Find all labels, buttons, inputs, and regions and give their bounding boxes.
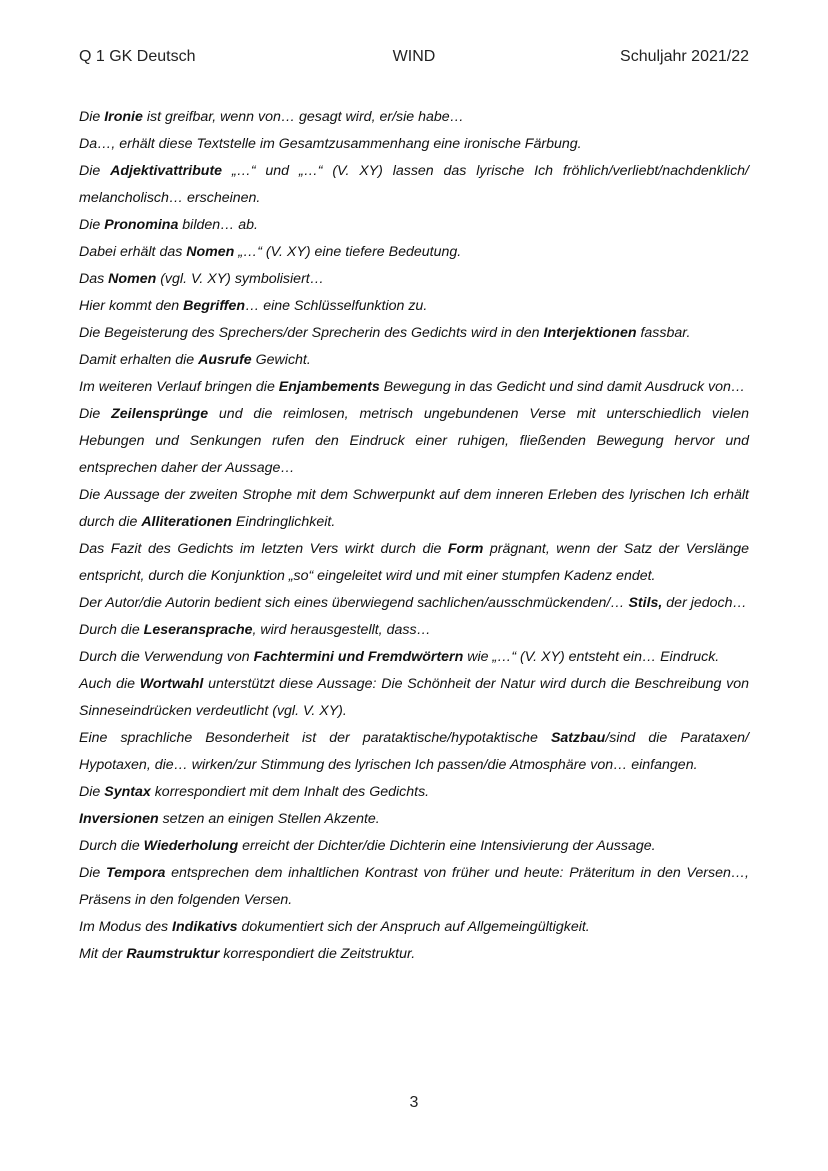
text-run: Eine sprachliche Besonderheit ist der parataktische/hypotaktische <box>79 730 551 746</box>
key-term: Stils, <box>628 595 663 611</box>
key-term: Enjambements <box>278 379 380 395</box>
text-run: Bewegung in das Gedicht und sind damit Ausdruck von… <box>379 379 746 395</box>
text-paragraph <box>79 293 749 320</box>
text-paragraph <box>79 617 749 644</box>
key-term: Fachtermini und Fremdwörtern <box>253 649 464 665</box>
key-term: Adjektivattribute <box>110 163 223 179</box>
text-paragraph <box>79 941 749 968</box>
text-paragraph <box>79 914 749 941</box>
text-run: fassbar. <box>636 325 691 341</box>
key-term: Alliterationen <box>141 514 232 530</box>
text-run: setzen an einigen Stellen Akzente. <box>158 811 380 827</box>
text-paragraph <box>79 131 749 158</box>
key-term: Interjektionen <box>543 325 637 341</box>
text-run: /sind die Parataxen/ Hypotaxen, die… wirken/zur Stimmung des lyrischen Ich passen/die Atmosphäre von… einfangen. <box>79 730 749 773</box>
key-term: Form <box>447 541 484 557</box>
key-term: Leseransprache <box>143 622 253 638</box>
text-run: Das Fazit des Gedichts im letzten Vers wirkt durch die <box>79 541 448 557</box>
key-term: Satzbau <box>550 730 606 746</box>
key-term: Ironie <box>104 109 143 125</box>
text-run: (vgl. V. XY) symbolisiert… <box>156 271 324 287</box>
key-term: Nomen <box>186 244 235 260</box>
text-run: Die <box>79 163 111 179</box>
text-paragraph <box>79 806 749 833</box>
key-term: Indikativs <box>172 919 238 935</box>
text-run: Eindringlichkeit. <box>231 514 336 530</box>
text-run: der jedoch… <box>662 595 747 611</box>
text-run: erreicht der Dichter/die Dichterin eine Intensivierung der Aussage. <box>238 838 656 854</box>
text-run: Hier kommt den <box>79 298 184 314</box>
text-paragraph <box>79 860 749 914</box>
text-paragraph <box>79 536 749 590</box>
document-title: WIND <box>392 48 436 65</box>
text-paragraph <box>79 266 749 293</box>
text-run: ist greifbar, wenn von… gesagt wird, er/sie habe… <box>142 109 464 125</box>
text-run: „…“ (V. XY) eine tiefere Bedeutung. <box>234 244 462 260</box>
text-paragraph <box>79 239 749 266</box>
text-run: Im weiteren Verlauf bringen die <box>79 379 279 395</box>
text-run: bilden… ab. <box>178 217 259 233</box>
text-run: Mit der <box>79 946 127 962</box>
key-term: Begriffen <box>183 298 246 314</box>
text-run: Die Aussage der zweiten Strophe mit dem Schwerpunkt auf dem inneren Erleben des lyrischen Ich erhält durch die <box>79 487 749 530</box>
text-run: Der Autor/die Autorin bedient sich eines überwiegend sachlichen/ausschmückenden/… <box>79 595 629 611</box>
text-run: Auch die <box>79 676 140 692</box>
text-run: entsprechen dem inhaltlichen Kontrast von früher und heute: Präteritum in den Versen…, Präsens in den folgenden Versen. <box>79 865 749 908</box>
text-run: Gewicht. <box>251 352 311 368</box>
text-run: dokumentiert sich der Anspruch auf Allgemeingültigkeit. <box>237 919 590 935</box>
text-run: Dabei erhält das <box>79 244 187 260</box>
text-run: Die <box>79 406 112 422</box>
text-run: Das <box>79 271 109 287</box>
text-run: … eine Schlüsselfunktion zu. <box>245 298 428 314</box>
school-year-label: Schuljahr 2021/22 <box>620 48 749 65</box>
text-run: Die Begeisterung des Sprechers/der Sprecherin des Gedichts wird in den <box>79 325 544 341</box>
key-term: Raumstruktur <box>126 946 220 962</box>
text-paragraph <box>79 212 749 239</box>
text-run: Die <box>79 109 105 125</box>
text-paragraph <box>79 347 749 374</box>
key-term: Ausrufe <box>198 352 252 368</box>
text-run: Da…, erhält diese Textstelle im Gesamtzusammenhang eine ironische Färbung. <box>79 136 582 152</box>
course-label: Q 1 GK Deutsch <box>79 48 196 65</box>
text-paragraph <box>79 590 749 617</box>
key-term: Zeilensprünge <box>111 406 209 422</box>
text-paragraph <box>79 374 749 401</box>
key-term: Pronomina <box>104 217 179 233</box>
text-run: Die <box>79 217 105 233</box>
text-run: Damit erhalten die <box>79 352 199 368</box>
text-run: unterstützt diese Aussage: Die Schönheit der Natur wird durch die Beschreibung von Sinneseindrücken verdeutlicht (vgl. V. XY). <box>79 676 749 719</box>
text-run: prägnant, wenn der Satz der Verslänge entspricht, durch die Konjunktion „so“ eingeleitet wird und mit einer stumpfen Kadenz endet. <box>79 541 749 584</box>
text-paragraph <box>79 401 749 482</box>
text-run: wie „…“ (V. XY) entsteht ein… Eindruck. <box>463 649 720 665</box>
text-run: Im Modus des <box>79 919 173 935</box>
text-paragraph <box>79 779 749 806</box>
page-number: 3 <box>409 1094 419 1111</box>
key-term: Tempora <box>105 865 166 881</box>
document-body <box>79 104 749 968</box>
page-header <box>79 48 749 70</box>
text-run: Die <box>79 784 105 800</box>
text-run: und die reimlosen, metrisch ungebundenen Verse mit unterschiedlich vielen Hebungen und Senkungen rufen den Eindruck einer ruhigen, fließenden Bewegung hervor und entsprechen daher der Aussage… <box>79 406 750 476</box>
text-run: , wird herausgestellt, dass… <box>252 622 431 638</box>
text-paragraph <box>79 158 749 212</box>
key-term: Nomen <box>108 271 157 287</box>
text-run: korrespondiert die Zeitstruktur. <box>219 946 416 962</box>
text-paragraph <box>79 644 749 671</box>
text-run: Durch die <box>79 838 144 854</box>
text-paragraph <box>79 320 749 347</box>
text-run: Durch die Verwendung von <box>79 649 254 665</box>
key-term: Inversionen <box>79 811 159 827</box>
text-paragraph <box>79 104 749 131</box>
text-run: Durch die <box>79 622 144 638</box>
key-term: Wiederholung <box>143 838 239 854</box>
text-paragraph <box>79 833 749 860</box>
text-run: Die <box>79 865 106 881</box>
key-term: Syntax <box>104 784 151 800</box>
key-term: Wortwahl <box>139 676 204 692</box>
text-run: korrespondiert mit dem Inhalt des Gedichts. <box>150 784 430 800</box>
text-paragraph <box>79 671 749 725</box>
text-paragraph <box>79 725 749 779</box>
text-run: „…“ und „…“ (V. XY) lassen das lyrische Ich fröhlich/verliebt/nachdenklich/ melancholisch… erscheinen. <box>79 163 750 206</box>
text-paragraph <box>79 482 749 536</box>
